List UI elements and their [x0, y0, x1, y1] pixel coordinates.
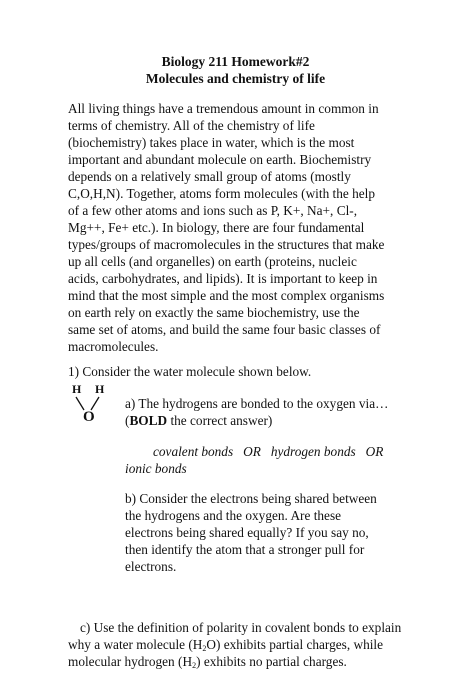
question-1c-line: why a water molecule $(H_2O)$ exhibits partial charges, while [68, 637, 384, 653]
bold-keyword: BOLD [129, 413, 168, 428]
answer-choices [125, 443, 383, 477]
question-1a [125, 395, 388, 429]
intro-line: mind that the most simple and the most complex organisms [68, 288, 385, 303]
intro-line: All living things have a tremendous amount in common in [68, 101, 379, 116]
intro-line: up all cells (and organelles) on earth (proteins, nucleic [68, 254, 357, 269]
intro-line: C,O,H,N). Together, atoms form molecules (with the help [68, 186, 376, 201]
intro-line: on earth rely on exactly the same biochemistry, use the [68, 305, 360, 320]
intro-line: acids, carbohydrates, and lipids). It is important to keep in [68, 271, 378, 286]
choice-covalent-bonds[interactable]: covalent bonds [153, 444, 234, 459]
question-1b-line: the hydrogens and the oxygen. Are these [125, 508, 342, 523]
or-separator: OR [243, 444, 261, 459]
question-1c [68, 619, 401, 670]
question-1b-line: then identify the atom that a stronger pull for [125, 542, 365, 557]
question-1b-line: electrons. [125, 559, 177, 574]
question-1c-line: molecular hydrogen $(H_2)$ exhibits no partial charges. [68, 654, 347, 670]
choice-hydrogen-bonds[interactable]: hydrogen bonds [270, 444, 356, 459]
water-molecule-diagram [66, 383, 116, 433]
intro-line: (biochemistry) takes place in water, which is the most [68, 135, 355, 150]
question-1-prompt: 1) Consider the water molecule shown below. [68, 364, 312, 379]
question-1b-line: b) Consider the electrons being shared between [125, 491, 377, 506]
question-1b [125, 490, 377, 575]
question-1c-line: c) Use the definition of polarity in covalent bonds to explain [80, 620, 402, 635]
question-1b-line: electrons being shared equally? If you say no, [125, 525, 369, 540]
intro-line: depends on a relatively small group of atoms (mostly [68, 169, 351, 184]
oxygen-atom: O [83, 409, 95, 425]
hydrogen-atom-left: H [72, 382, 82, 396]
hydrogen-atom-right: H [95, 382, 105, 396]
or-separator: OR [365, 444, 384, 459]
intro-paragraph [68, 100, 418, 355]
intro-line: terms of chemistry. All of the chemistry of life [68, 118, 315, 133]
intro-line: macromolecules. [68, 339, 159, 354]
intro-line: of a few other atoms and ions such as P, K+, Na+, Cl-, [68, 203, 358, 218]
question-1a-instruction: (BOLD the correct answer) [125, 413, 273, 428]
choice-ionic-bonds[interactable]: ionic bonds [125, 461, 187, 476]
document-subtitle: Molecules and chemistry of life [145, 71, 326, 86]
document-title: Biology 211 Homework#2 [161, 54, 310, 69]
intro-line: Mg++, Fe+ etc.). In biology, there are four fundamental [68, 220, 365, 235]
intro-line: types/groups of macromolecules in the structures that make [68, 237, 385, 252]
intro-line: important and abundant molecule on earth. Biochemistry [68, 152, 372, 167]
intro-line: same set of atoms, and build the same four basic classes of [68, 322, 381, 337]
question-1a-line: a) The hydrogens are bonded to the oxygen via… [125, 396, 389, 411]
